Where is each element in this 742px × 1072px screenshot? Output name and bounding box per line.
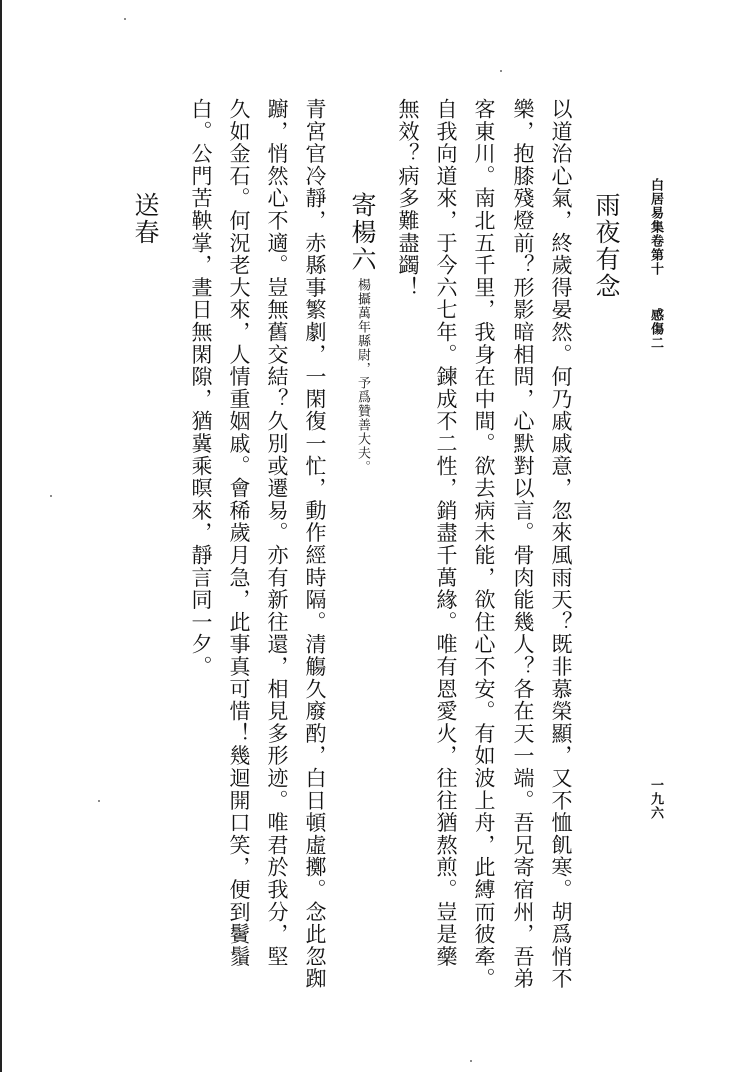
poem-title-3: 送春 — [131, 192, 160, 246]
poem2-line-4: 白。公門苦鞅掌，晝日無閑隙，猶冀乘暝來，靜言同一夕。 — [189, 98, 213, 678]
scan-speck — [124, 18, 126, 20]
book-title: 白居易集卷第十 — [648, 178, 663, 276]
page-number: 一九六 — [648, 778, 663, 820]
poem-title-1: 雨夜有念 — [592, 192, 621, 300]
poem2-line-2: 躕，悄然心不適。豈無舊交結？久別或遷易。亦有新往還，相見多形迹。唯君於我分，堅 — [265, 98, 289, 968]
poem2-line-1: 青宮官冷靜，赤縣事繁劇，一閑復一忙，動作經時隔。清觴久廢酌，白日頓虛擲。念此忽踟 — [303, 98, 327, 990]
poem1-line-2: 樂，抱膝殘燈前？形影暗相問，心默對以言。骨肉能幾人？各在天一端。吾兄寄宿州，吾弟 — [511, 98, 535, 990]
poem1-line-1: 以道治心氣，終歲得晏然。何乃戚戚意，忽來風雨天？既非慕榮顯，又不恤飢寒。胡爲悄不 — [549, 98, 573, 990]
scan-speck — [470, 1060, 472, 1062]
section-label: 感傷二 — [648, 308, 663, 350]
poem1-line-4: 自我向道來，于今六七年。鍊成不二性，銷盡千萬緣。唯有恩愛火，往往猶熬煎。豈是藥 — [434, 98, 458, 968]
poem2-line-3: 久如金石。何況老大來，人情重姻戚。會稀歲月急，此事真可惜！幾迴開口笑，便到鬢鬚 — [227, 98, 251, 968]
poem1-line-3: 客東川。南北五千里，我身在中間。欲去病未能，欲住心不安。有如波上舟，此縛而彼牽。 — [472, 98, 496, 990]
scan-speck — [500, 70, 502, 72]
poem2-note: 楊攝萬年縣尉，予爲贊善大夫。 — [355, 278, 370, 474]
poem1-line-5: 無效？病多難盡蠲！ — [396, 98, 420, 299]
scan-speck — [98, 800, 100, 802]
scan-speck — [50, 495, 52, 497]
poem-title-2: 寄楊六 — [348, 192, 377, 273]
